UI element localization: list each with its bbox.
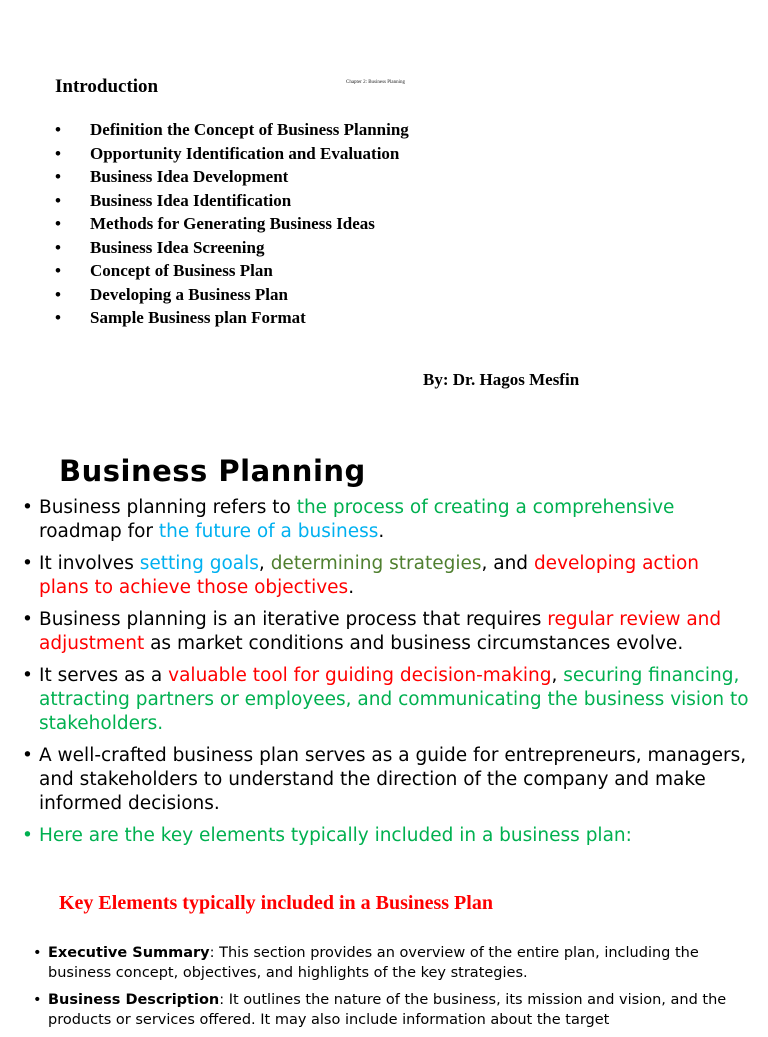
bullet: • xyxy=(22,553,33,574)
bullet: • xyxy=(55,214,61,233)
business-planning-list xyxy=(22,496,752,856)
list-item-text: Methods for Generating Business Ideas xyxy=(90,214,375,233)
text-run: . xyxy=(348,577,355,598)
list-item xyxy=(55,142,409,166)
highlight-text: the process of creating a comprehensive xyxy=(296,497,675,518)
list-item xyxy=(22,664,752,736)
bullet: • xyxy=(55,143,61,163)
text-run: , xyxy=(551,665,564,686)
text-run: A well-crafted business plan serves as a guide for entrepreneurs, managers, and stakeholders to understand the direction of the company and make informed decisions. xyxy=(39,745,747,814)
list-item xyxy=(33,943,733,983)
bullet: • xyxy=(33,992,42,1008)
list-item-text: Concept of Business Plan xyxy=(90,261,273,280)
bullet: • xyxy=(55,261,61,280)
key-elements-title: Key Elements typically included in a Business Plan xyxy=(59,892,493,914)
list-item xyxy=(22,608,752,656)
list-item xyxy=(55,165,409,189)
list-item xyxy=(22,552,752,600)
bullet: • xyxy=(33,945,42,961)
highlight-text: setting goals xyxy=(139,553,259,574)
highlight-text: the future of a business xyxy=(158,521,379,542)
bullet: • xyxy=(55,120,61,139)
list-item-text: Sample Business plan Format xyxy=(90,308,306,327)
bullet: • xyxy=(55,237,61,257)
list-item-text: Opportunity Identification and Evaluation xyxy=(90,143,400,163)
key-elements-list xyxy=(33,943,733,1037)
list-item xyxy=(55,306,409,330)
bullet: • xyxy=(55,167,61,186)
list-item-text: Developing a Business Plan xyxy=(90,284,288,304)
text-run: Here are the key elements typically included in a business plan: xyxy=(39,825,632,846)
list-item xyxy=(55,118,409,142)
bullet: • xyxy=(55,190,61,210)
bullet: • xyxy=(55,284,61,304)
text-run: It involves xyxy=(39,553,140,574)
highlight-text: determining strategies xyxy=(270,553,482,574)
text-run: Business planning is an iterative process that requires xyxy=(39,609,548,630)
highlight-text: valuable tool for guiding decision-making xyxy=(168,665,552,686)
list-item xyxy=(22,824,752,848)
business-planning-title: Business Planning xyxy=(59,454,366,488)
list-item xyxy=(22,496,752,544)
intro-topic-list xyxy=(55,118,409,330)
text-run: , xyxy=(258,553,271,574)
element-description: : This section provides an overview of the entire plan, including the business concept, objectives, and highlights of the key strategies. xyxy=(48,945,699,981)
text-run: roadmap for xyxy=(39,521,159,542)
text-run: , and xyxy=(481,553,534,574)
element-term: Executive Summary xyxy=(48,945,210,961)
list-item xyxy=(55,236,409,260)
list-item xyxy=(55,212,409,236)
bullet: • xyxy=(55,308,61,327)
text-run: . xyxy=(378,521,385,542)
text-run: Business planning refers to xyxy=(39,497,297,518)
text-run: It serves as a xyxy=(39,665,169,686)
chapter-label: Chapter 2: Business Planning xyxy=(346,80,406,85)
bullet: • xyxy=(22,609,33,630)
list-item xyxy=(55,189,409,213)
bullet: • xyxy=(22,665,33,686)
author-credit: By: Dr. Hagos Mesfin xyxy=(423,370,580,389)
list-item xyxy=(55,283,409,307)
list-item xyxy=(22,744,752,816)
list-item-text: Definition the Concept of Business Planning xyxy=(90,120,409,139)
list-item-text: Business Idea Identification xyxy=(90,190,292,210)
highlight-text: regular review and adjustment xyxy=(39,609,722,654)
highlight-text: developing action plans to achieve those objectives xyxy=(39,553,700,598)
list-item-text: Business Idea Screening xyxy=(90,237,265,257)
list-item xyxy=(33,990,733,1030)
list-item-text: Business Idea Development xyxy=(90,167,289,186)
bullet: • xyxy=(22,497,33,518)
highlight-text: securing financing, attracting partners or employees, and communicating the business vision to stakeholders. xyxy=(39,665,749,734)
intro-title: Introduction xyxy=(55,76,159,97)
text-run: as market conditions and business circumstances evolve. xyxy=(144,633,684,654)
bullet: • xyxy=(22,825,33,846)
list-item xyxy=(55,259,409,283)
element-term: Business Description xyxy=(48,992,220,1008)
bullet: • xyxy=(22,745,33,766)
element-description: : It outlines the nature of the business, its mission and vision, and the products or services offered. It may also include information about the target xyxy=(48,992,727,1028)
